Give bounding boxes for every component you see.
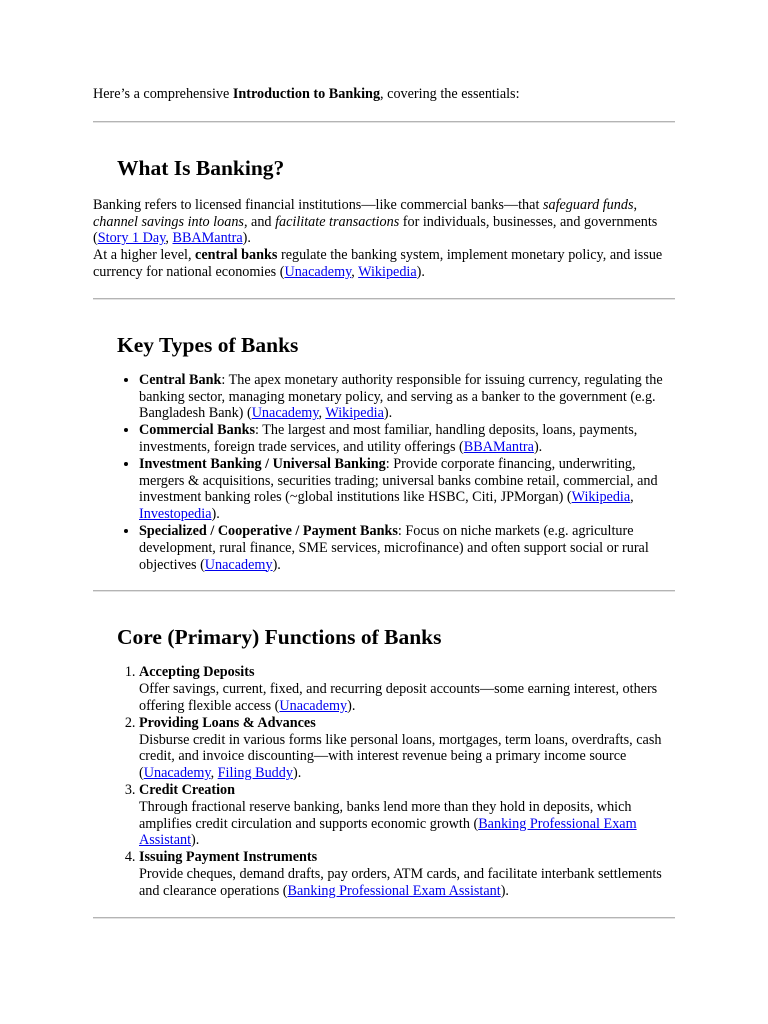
list-item xyxy=(139,422,675,456)
text: , xyxy=(630,489,634,506)
text: for individuals, businesses, and governments ( xyxy=(93,213,658,247)
list-item xyxy=(139,372,675,422)
link-banking-professional-exam-assistant[interactable]: Banking Professional Exam Assistant xyxy=(287,882,501,899)
text: Banking refers to licensed financial institutions—like commercial banks—that xyxy=(93,196,543,213)
text: , xyxy=(633,196,638,213)
link-wikipedia[interactable]: Wikipedia xyxy=(325,405,384,422)
item-title: Central Bank xyxy=(139,371,222,388)
text: , xyxy=(165,230,173,247)
list-item xyxy=(139,715,675,782)
intro-paragraph xyxy=(93,86,675,103)
intro-text: Here’s a comprehensive xyxy=(93,86,233,102)
link-unacademy[interactable]: Unacademy xyxy=(284,263,352,280)
item-text: Provide cheques, demand drafts, pay orders, ATM cards, and facilitate interbank settlements and clearance operations ( xyxy=(139,865,662,899)
item-title: Investment Banking / Universal Banking xyxy=(139,455,386,472)
item-text: : Provide corporate financing, underwriting, mergers & acquisitions, securities trading; universal banks combine retail, commercial, and investment banking roles (~global institutions like HSBC, Citi, JPMorgan) ( xyxy=(139,455,658,506)
text: , xyxy=(351,263,359,280)
what-is-banking-paragraph-2 xyxy=(93,247,675,281)
item-text: Through fractional reserve banking, banks lend more than they hold in deposits, which amplifies credit circulation and supports economic growth ( xyxy=(139,798,632,832)
text: , xyxy=(318,405,326,422)
item-text: : The apex monetary authority responsible for issuing currency, regulating the banking sector, managing monetary policy, and serving as a banker to the government (e.g. Bangladesh Bank) ( xyxy=(139,371,663,422)
list-item xyxy=(139,782,675,849)
link-unacademy[interactable]: Unacademy xyxy=(279,697,348,714)
text: ). xyxy=(242,230,251,247)
item-text: Disburse credit in various forms like personal loans, mortgages, term loans, overdrafts, cash credit, and invoice discounting—with interest revenue being a primary income source ( xyxy=(139,731,662,782)
divider xyxy=(93,121,675,123)
section-heading-core-functions: Core (Primary) Functions of Banks xyxy=(117,625,442,650)
bold-text: central banks xyxy=(195,247,278,264)
list-item xyxy=(139,456,675,523)
link-wikipedia[interactable]: Wikipedia xyxy=(571,489,631,506)
text: ). xyxy=(211,506,220,523)
link-banking-professional-exam-assistant[interactable]: Banking Professional Exam Assistant xyxy=(139,815,637,849)
text: At a higher level, xyxy=(93,247,196,264)
item-title: Specialized / Cooperative / Payment Banks xyxy=(139,522,398,539)
section-heading-what-is-banking: What Is Banking? xyxy=(117,155,285,180)
link-unacademy[interactable]: Unacademy xyxy=(204,556,273,573)
text: ). xyxy=(272,556,281,573)
item-title: 2. Providing Loans & Advances xyxy=(139,714,316,731)
section-heading-key-types: Key Types of Banks xyxy=(117,332,299,357)
text: regulate the banking system, implement monetary policy, and issue currency for national economies ( xyxy=(93,247,663,280)
item-title: 4. Issuing Payment Instruments xyxy=(139,849,318,866)
item-title: 3. Credit Creation xyxy=(139,781,236,798)
item-title: Commercial Banks xyxy=(139,422,255,439)
text: ). xyxy=(191,832,200,849)
item-title: 1. Accepting Deposits xyxy=(139,664,255,681)
divider xyxy=(93,590,675,592)
what-is-banking-paragraph-1 xyxy=(93,197,675,247)
text: ). xyxy=(292,765,302,782)
italic-text: facilitate transactions xyxy=(275,213,400,230)
link-investopedia[interactable]: Investopedia xyxy=(139,506,212,523)
italic-text: channel savings into loans xyxy=(93,213,244,230)
text: ). xyxy=(416,263,425,280)
item-text: : Focus on niche markets (e.g. agriculture development, rural finance, SME services, microfinance) and often support social or rural objectives ( xyxy=(139,522,649,573)
list-item xyxy=(139,523,675,573)
functions-list xyxy=(93,664,675,899)
intro-bold: Introduction to Banking xyxy=(232,86,381,102)
item-text: : The largest and most familiar, handling deposits, loans, payments, investments, foreign trade services, and utility offerings ( xyxy=(139,422,638,455)
link-wikipedia[interactable]: Wikipedia xyxy=(358,263,417,280)
text: ). xyxy=(500,882,509,899)
italic-text: safeguard funds xyxy=(542,196,634,213)
text: , xyxy=(210,765,218,782)
link-bbamantra[interactable]: BBAMantra xyxy=(463,438,534,455)
list-item xyxy=(139,664,675,714)
link-bbamantra[interactable]: BBAMantra xyxy=(172,230,243,247)
link-story-1-day[interactable]: Story 1 Day xyxy=(97,230,166,247)
divider xyxy=(93,917,675,919)
item-text: Offer savings, current, fixed, and recurring deposit accounts—some earning interest, others offering flexible access ( xyxy=(139,681,658,714)
bank-types-list xyxy=(93,372,675,574)
text: , and xyxy=(243,213,276,230)
list-item xyxy=(139,849,675,899)
link-unacademy[interactable]: Unacademy xyxy=(143,765,211,782)
document-content xyxy=(93,86,675,919)
link-filing-buddy[interactable]: Filing Buddy xyxy=(217,765,293,782)
intro-text-end: , covering the essentials: xyxy=(380,86,520,102)
link-unacademy[interactable]: Unacademy xyxy=(251,405,319,422)
divider xyxy=(93,298,675,300)
text: ). xyxy=(533,438,543,455)
text: ). xyxy=(347,697,356,714)
text: ). xyxy=(383,405,393,422)
